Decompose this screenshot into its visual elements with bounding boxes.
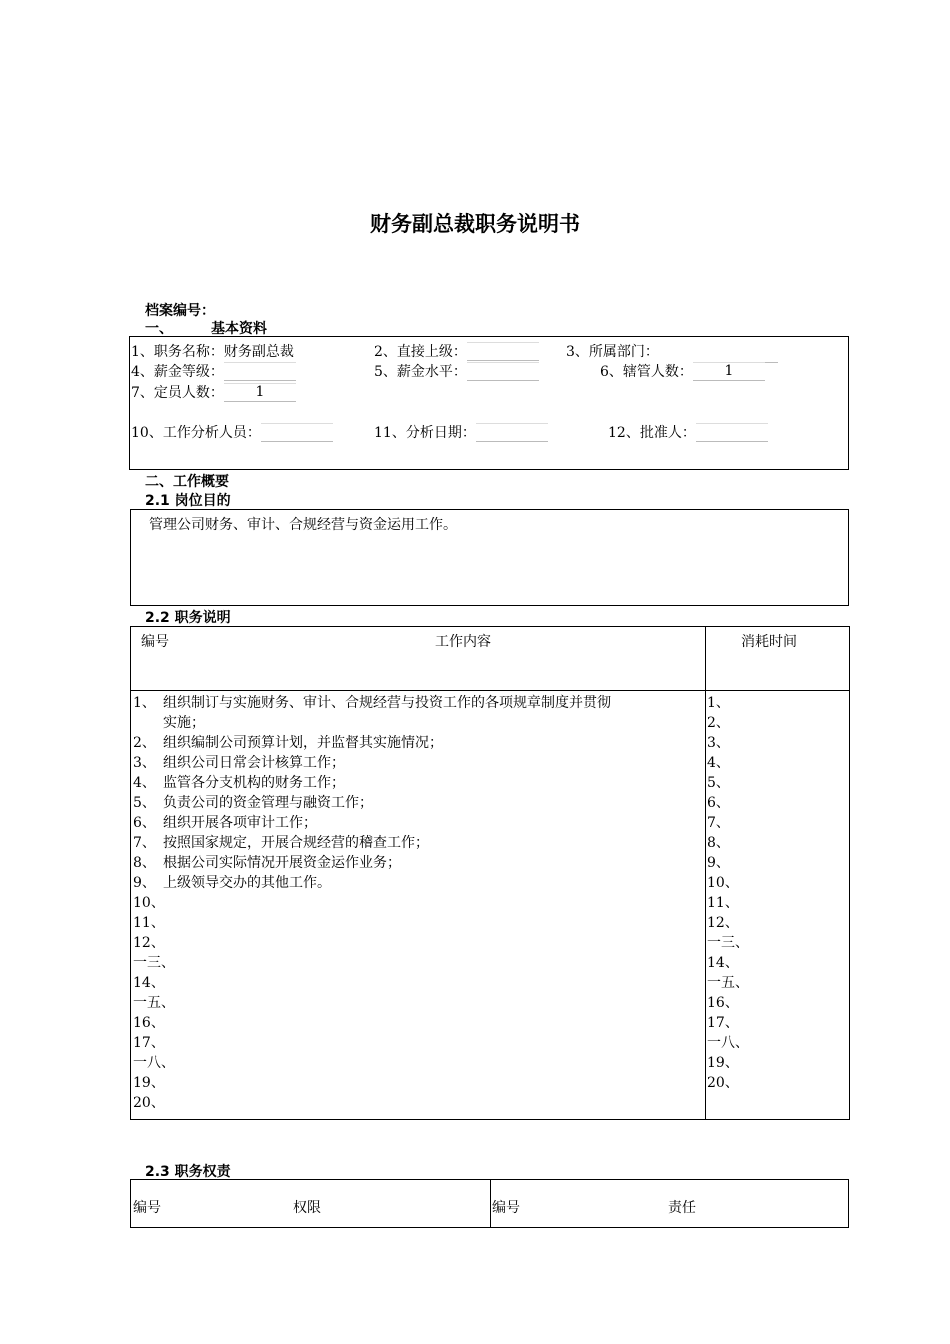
analysis-date-value xyxy=(476,423,548,442)
duty-row xyxy=(133,933,163,953)
duty-text: 上级领导交办的其他工作。 xyxy=(163,875,331,891)
basic-info-box xyxy=(129,336,849,470)
duty-row xyxy=(133,1073,163,1093)
duty-text: 监管各分支机构的财务工作； xyxy=(163,775,345,791)
time-cell: 14、 xyxy=(707,955,739,971)
section21-title: 2.1 岗位目的 xyxy=(145,493,231,509)
column-divider xyxy=(705,627,706,1119)
analysis-date-field xyxy=(374,422,548,442)
duty-number: 一八、 xyxy=(133,1055,175,1071)
header-divider xyxy=(131,690,849,691)
duty-number: 1、 xyxy=(133,695,156,711)
duty-number: 10、 xyxy=(133,895,165,911)
section22-title: 2.2 职务说明 xyxy=(145,610,231,626)
page-title: 财务副总裁职务说明书 xyxy=(370,212,580,236)
time-cell: 6、 xyxy=(707,795,730,811)
section1-number: 一、 xyxy=(145,321,173,337)
analyst-field xyxy=(131,422,333,442)
duty-text-continued: 实施； xyxy=(163,715,205,731)
duty-row xyxy=(133,773,345,793)
responsibility-header: 责任 xyxy=(668,1200,696,1216)
purpose-box xyxy=(130,509,849,606)
approver-field xyxy=(608,422,768,442)
time-cell: 7、 xyxy=(707,815,730,831)
duty-number: 5、 xyxy=(133,795,156,811)
section1-title: 基本资料 xyxy=(211,321,267,337)
time-cell: 一五、 xyxy=(707,975,749,991)
duty-row xyxy=(133,893,163,913)
duty-row xyxy=(133,1093,163,1113)
duty-text: 组织编制公司预算计划，并监督其实施情况； xyxy=(163,735,443,751)
time-cell: 9、 xyxy=(707,855,730,871)
time-cell: 5、 xyxy=(707,775,730,791)
duty-row xyxy=(133,873,331,893)
time-cell: 1、 xyxy=(707,695,730,711)
duty-number: 16、 xyxy=(133,1015,165,1031)
duties-header-content: 工作内容 xyxy=(435,634,491,650)
authority-divider xyxy=(490,1180,491,1227)
duty-number: 19、 xyxy=(133,1075,165,1091)
duty-row xyxy=(133,1013,163,1033)
duty-number: 一五、 xyxy=(133,995,175,1011)
duty-number: 8、 xyxy=(133,855,156,871)
duty-row xyxy=(133,753,345,773)
purpose-text: 管理公司财务、审计、合规经营与资金运用工作。 xyxy=(149,517,457,533)
salary-level-label: 5、薪金水平： xyxy=(374,364,467,380)
superior-field xyxy=(374,341,539,361)
salary-grade-value xyxy=(224,362,296,381)
job-title-value: 财务副总裁 xyxy=(223,344,294,360)
duty-row xyxy=(133,793,373,813)
subordinates-value: 1 xyxy=(693,362,765,381)
time-cell: 11、 xyxy=(707,895,739,911)
section23-title: 2.3 职务权责 xyxy=(145,1164,231,1180)
duty-text: 负责公司的资金管理与融资工作； xyxy=(163,795,373,811)
authority-header: 权限 xyxy=(293,1200,321,1216)
time-cell: 8、 xyxy=(707,835,730,851)
duty-number: 9、 xyxy=(133,875,156,891)
duties-table xyxy=(130,626,850,1120)
duty-number: 20、 xyxy=(133,1095,165,1111)
time-cell: 3、 xyxy=(707,735,730,751)
duty-row xyxy=(133,1053,175,1073)
duty-text: 组织开展各项审计工作； xyxy=(163,815,317,831)
headcount-label: 7、定员人数： xyxy=(131,385,224,401)
superior-label: 2、直接上级： xyxy=(374,344,467,360)
duties-header-time: 消耗时间 xyxy=(741,634,797,650)
duty-number: 17、 xyxy=(133,1035,165,1051)
duty-row xyxy=(133,693,611,713)
approver-value xyxy=(696,423,768,442)
time-cell: 一八、 xyxy=(707,1035,749,1051)
salary-grade-label: 4、薪金等级： xyxy=(131,364,224,380)
duty-row xyxy=(133,833,429,853)
duty-text: 组织制订与实施财务、审计、合规经营与投资工作的各项规章制度并贯彻 xyxy=(163,695,611,711)
time-cell: 4、 xyxy=(707,755,730,771)
duty-number: 12、 xyxy=(133,935,165,951)
duty-number: 14、 xyxy=(133,975,165,991)
duty-number: 2、 xyxy=(133,735,156,751)
job-title-label: 1、职务名称： xyxy=(131,344,224,360)
duty-text: 组织公司日常会计核算工作； xyxy=(163,755,345,771)
analysis-date-label: 11、分析日期： xyxy=(374,425,476,441)
duty-row xyxy=(133,973,163,993)
duty-number: 7、 xyxy=(133,835,156,851)
salary-level-field xyxy=(374,361,539,381)
responsibility-number-header: 编号 xyxy=(492,1200,520,1216)
duties-header-number: 编号 xyxy=(141,634,169,650)
duty-row xyxy=(133,733,443,753)
authority-table xyxy=(130,1179,849,1228)
analyst-value xyxy=(261,423,333,442)
time-cell: 12、 xyxy=(707,915,739,931)
salary-level-value xyxy=(467,362,539,381)
time-cell: 16、 xyxy=(707,995,739,1011)
duty-number: 11、 xyxy=(133,915,165,931)
authority-number-header: 编号 xyxy=(133,1200,161,1216)
time-cell: 19、 xyxy=(707,1055,739,1071)
time-cell: 20、 xyxy=(707,1075,739,1091)
headcount-field xyxy=(131,382,296,402)
duty-text: 根据公司实际情况开展资金运作业务； xyxy=(163,855,401,871)
time-cell: 一三、 xyxy=(707,935,749,951)
duty-number: 6、 xyxy=(133,815,156,831)
headcount-value: 1 xyxy=(224,383,296,402)
duty-number: 4、 xyxy=(133,775,156,791)
file-number-label: 档案编号： xyxy=(145,303,215,319)
duty-row xyxy=(133,993,175,1013)
department-label: 3、所属部门： xyxy=(566,344,659,360)
subordinates-label: 6、辖管人数： xyxy=(600,364,693,380)
job-title-field xyxy=(131,341,294,361)
approver-label: 12、批准人： xyxy=(608,425,696,441)
duty-row xyxy=(133,1033,163,1053)
subordinates-field xyxy=(600,361,765,381)
duty-text: 按照国家规定，开展合规经营的稽查工作； xyxy=(163,835,429,851)
time-cell: 17、 xyxy=(707,1015,739,1031)
duty-number: 一三、 xyxy=(133,955,175,971)
duty-row xyxy=(133,953,175,973)
time-cell: 2、 xyxy=(707,715,730,731)
duty-row xyxy=(133,813,317,833)
department-field xyxy=(566,341,659,361)
duty-number: 3、 xyxy=(133,755,156,771)
section2-title: 二、工作概要 xyxy=(145,474,229,490)
superior-value xyxy=(467,342,539,361)
duty-row xyxy=(133,853,401,873)
time-cell: 10、 xyxy=(707,875,739,891)
analyst-label: 10、工作分析人员： xyxy=(131,425,261,441)
duty-row xyxy=(133,913,163,933)
salary-grade-field xyxy=(131,361,296,381)
